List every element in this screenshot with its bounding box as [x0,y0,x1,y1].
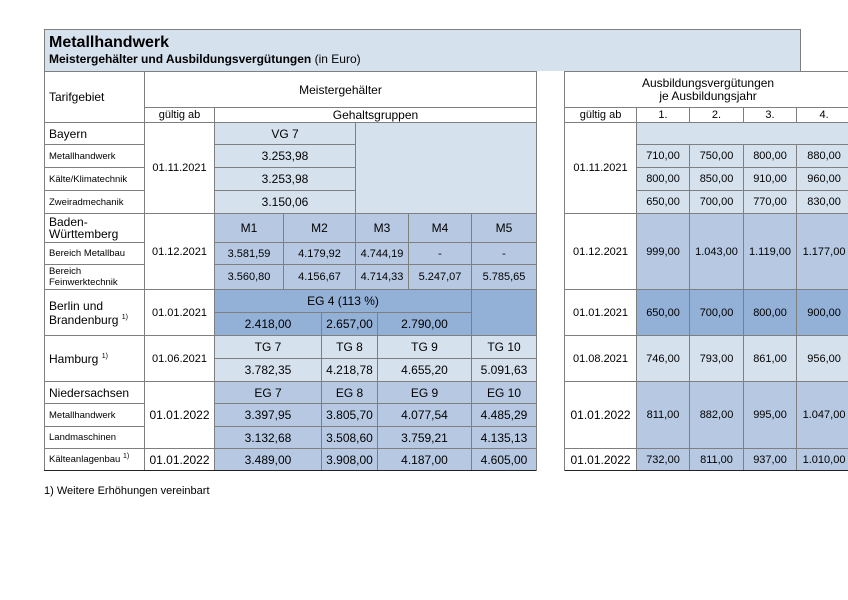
footnote: 1) Weitere Erhöhungen vereinbart [44,485,210,497]
hamburg-ausb-date: 01.08.2021 [565,336,637,382]
bayern-salary: 3.253,98 [215,145,356,168]
region-berlin-brandenburg [45,290,145,336]
bw-group: M3 [356,214,409,243]
bayern-ausb-header-empty [637,123,848,145]
hamburg-group: TG 7 [215,336,322,359]
nds-value: 4.485,29 [472,404,537,427]
bayern-salary: 3.253,98 [215,168,356,191]
bw-group: M2 [284,214,356,243]
bw-value: 5.785,65 [472,265,537,290]
nds-ausb-value: 882,00 [690,382,744,449]
hamburg-value: 5.091,63 [472,359,537,382]
region-hamburg [45,336,145,382]
nds-row-label: Metallhandwerk [45,404,145,427]
table-title: Metallhandwerk [49,34,170,51]
bw-group: M5 [472,214,537,243]
region-baden-wuerttemberg: Baden-Württemberg [45,214,145,243]
bw-ausb-value: 999,00 [637,214,690,290]
nds-value: 3.397,95 [215,404,322,427]
bayern-date: 01.11.2021 [145,123,215,214]
bayern-salary: 3.150,06 [215,191,356,214]
bw-value: 5.247,07 [409,265,472,290]
berlin-ausb-date: 01.01.2021 [565,290,637,336]
header-gehaltsgruppen: Gehaltsgruppen [215,108,537,123]
bw-value: 4.714,33 [356,265,409,290]
bw-ausb-date: 01.12.2021 [565,214,637,290]
hamburg-value: 4.655,20 [378,359,472,382]
bw-row-label: Bereich Feinwerktechnik [45,265,145,290]
header-gueltig-ab: gültig ab [145,108,215,123]
hamburg-ausb-value: 793,00 [690,336,744,382]
bw-value: 3.560,80 [215,265,284,290]
bayern-ausb-value: 830,00 [797,191,848,214]
hamburg-footnote-mark: 1) [101,352,108,360]
berlin-ausb-value: 900,00 [797,290,848,336]
region-niedersachsen: Niedersachsen [45,382,145,404]
header-year-1: 1. [637,108,690,123]
bayern-ausb-value: 800,00 [637,168,690,191]
bayern-ausb-date: 01.11.2021 [565,123,637,214]
bayern-ausb-value: 750,00 [690,145,744,168]
bw-value: 4.179,92 [284,243,356,265]
nds-value: 3.805,70 [322,404,378,427]
nds-group: EG 8 [322,382,378,404]
berlin-ausb-value: 800,00 [744,290,797,336]
subtitle-unit: (in Euro) [314,52,361,66]
bw-row-label: Bereich Metallbau [45,243,145,265]
table-subtitle [49,51,800,67]
berlin-value: 2.790,00 [378,313,472,336]
bw-ausb-value: 1.043,00 [690,214,744,290]
berlin-empty-area [472,290,537,336]
header-ausbildung-line2: je Ausbildungsjahr [659,88,757,103]
header-ausbildung-line1: Ausbildungsvergütungen [641,75,775,90]
kaelte-value: 3.908,00 [322,449,378,471]
bayern-ausb-value: 960,00 [797,168,848,191]
nds-row-label: Landmaschinen [45,427,145,449]
berlin-date: 01.01.2021 [145,290,215,336]
bw-date: 01.12.2021 [145,214,215,290]
header-gueltig-ab-ausbildung: gültig ab [565,108,637,123]
kaelte-date: 01.01.2022 [145,449,215,471]
column-gap-body [537,123,565,471]
hamburg-group: TG 9 [378,336,472,359]
nds-ausb-value: 995,00 [744,382,797,449]
berlin-group: EG 4 (113 %) [215,290,472,313]
berlin-ausb-value: 650,00 [637,290,690,336]
bayern-ausb-value: 710,00 [637,145,690,168]
bayern-ausb-value: 910,00 [744,168,797,191]
nds-group: EG 10 [472,382,537,404]
berlin-value: 2.418,00 [215,313,322,336]
bayern-ausb-value: 650,00 [637,191,690,214]
bayern-ausb-value: 850,00 [690,168,744,191]
kaelte-value: 3.489,00 [215,449,322,471]
hamburg-value: 3.782,35 [215,359,322,382]
bw-value: 3.581,59 [215,243,284,265]
bayern-ausb-value: 770,00 [744,191,797,214]
hamburg-ausb-value: 956,00 [797,336,848,382]
kaelte-name: Kälteanlagenbau [49,454,121,466]
bayern-group: VG 7 [215,123,356,145]
hamburg-group: TG 10 [472,336,537,359]
bayern-empty-area [356,123,537,214]
header-year-2: 2. [690,108,744,123]
bw-value: - [409,243,472,265]
nds-ausb-value: 1.047,00 [797,382,848,449]
bayern-row-label: Zweiradmechanik [45,191,145,214]
nds-value: 3.132,68 [215,427,322,449]
bayern-row-label: Kälte/Klimatechnik [45,168,145,191]
column-gap [537,72,565,123]
nds-ausb-value: 811,00 [637,382,690,449]
header-tarifgebiet: Tarifgebiet [45,72,145,123]
nds-ausb-date: 01.01.2022 [565,382,637,449]
berlin-ausb-value: 700,00 [690,290,744,336]
hamburg-ausb-value: 861,00 [744,336,797,382]
nds-date: 01.01.2022 [145,382,215,449]
header-meistergehaelter: Meistergehälter [145,72,537,108]
header-year-3: 3. [744,108,797,123]
tariff-table-frame [44,29,846,471]
bw-group: M1 [215,214,284,243]
kaelte-value: 4.605,00 [472,449,537,471]
berlin-value: 2.657,00 [322,313,378,336]
kaelte-label [45,449,145,471]
bw-ausb-value: 1.177,00 [797,214,848,290]
hamburg-ausb-value: 746,00 [637,336,690,382]
kaelte-ausb-date: 01.01.2022 [565,449,637,471]
berlin-footnote-mark: 1) [121,313,128,321]
bayern-ausb-value: 800,00 [744,145,797,168]
hamburg-value: 4.218,78 [322,359,378,382]
bw-value: - [472,243,537,265]
header-ausbildung [565,72,848,108]
bayern-ausb-value: 880,00 [797,145,848,168]
salary-table [44,71,848,471]
kaelte-ausb-value: 1.010,00 [797,449,848,471]
nds-value: 4.077,54 [378,404,472,427]
bw-ausb-value: 1.119,00 [744,214,797,290]
bw-group: M4 [409,214,472,243]
header-year-4: 4. [797,108,848,123]
kaelte-ausb-value: 811,00 [690,449,744,471]
kaelte-ausb-value: 937,00 [744,449,797,471]
bw-value: 4.744,19 [356,243,409,265]
nds-group: EG 9 [378,382,472,404]
nds-group: EG 7 [215,382,322,404]
berlin-name: Berlin und Brandenburg [49,298,119,327]
bayern-ausb-value: 700,00 [690,191,744,214]
nds-value: 3.508,60 [322,427,378,449]
nds-value: 4.135,13 [472,427,537,449]
bayern-row-label: Metallhandwerk [45,145,145,168]
hamburg-name: Hamburg [49,351,99,366]
hamburg-date: 01.06.2021 [145,336,215,382]
bw-value: 4.156,67 [284,265,356,290]
nds-value: 3.759,21 [378,427,472,449]
subtitle-bold: Meistergehälter und Ausbildungsvergütungen [49,52,312,66]
kaelte-value: 4.187,00 [378,449,472,471]
kaelte-footnote-mark: 1) [122,453,130,461]
region-bayern: Bayern [45,123,145,145]
kaelte-ausb-value: 732,00 [637,449,690,471]
hamburg-group: TG 8 [322,336,378,359]
title-box [44,29,801,71]
